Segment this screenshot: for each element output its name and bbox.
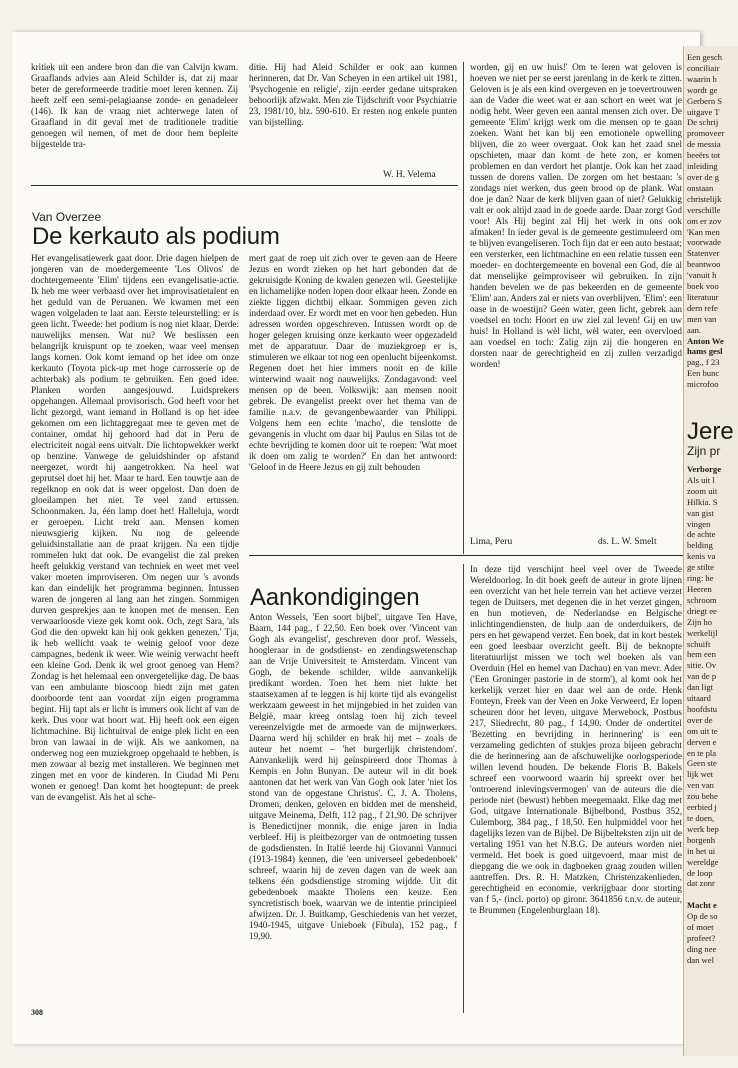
article-title: De kerkauto als podium: [32, 223, 280, 250]
adjacent-subheading: Zijn pr: [687, 444, 721, 458]
adjacent-page: [683, 46, 738, 1056]
column-divider: [463, 62, 464, 554]
adjacent-heading: Jere: [687, 418, 734, 445]
magazine-page: [12, 32, 700, 1044]
article-author: Van Overzee: [32, 210, 102, 224]
top-column-1: kritiek uit een andere bron dan die van Calvijn kwam. Graaflands advies aan Aleid Schilder is, dat zij maar beter de gereformeerde traditie moet leren kennen. Zij heeft zelf een semi-pelagiaanse zonde- en genadeleer (146). Ik kan de vraag niet achterwege laten of Graafland in dit geval met de traditionele traditie genoegen wil nemen, of met de door hem bepleite bijgestelde tra-: [31, 62, 238, 149]
page-number: 308: [31, 1008, 43, 1017]
top-signature: W. H. Velema: [383, 170, 436, 180]
article-column-1: Het evangelisatiewerk gaat door. Drie dagen hielpen de jongeren van de moedergemeente 'Los Olivos' de dochtergemeente 'Elim' tijdens een evangelisatie-actie. Ik heb me weer verbaasd over het improvisatietalent en het geduld van de Peruanen. We kwamen met een wagen volgeladen te laat aan. Eerste teleurstelling: er is geen licht. Tweede: het podium is nog niet klaar. Derde: nauwelijks mensen. Wat nu? We beslissen een belangrijk kruispunt op te zoeken, waar veel mensen langs komen. Ook komt iemand op het idee om onze kerkauto (Toyota pick-up met hoge carrosserie op de achterbak) als podium te gebruiken. Een goed idee. Planken worden aangesjouwd. Luidsprekers opgehangen. Allemaal provisorisch. God heeft voor het licht gezorgd, want iemand in Holland is op het idee gekomen om een lichtaggregaat mee te geven met de container, omdat hij gehoord had dat in Peru de electriciteit nogal eens uitvalt. Die lichtopwekker werkt op benzine. Vanwege de geluidshinder op afstand neergezet, wordt hij aangetrokken. Na heel wat geprutsel doet hij het. Maar te hard. Een touwtje aan de regelknop en ook dat is weer opgelost. Dan doen de gloeilampen het niet. Te veel zand ertussen. Schoonmaken. Ja, één lamp doet het! Halleluja, wordt er geroepen. Licht trekt aan. Mensen komen nieuwsgierig kijken. Nu nog de geleende geluidsinstallatie aan de praat krijgen. Na een tijdje rommelen lukt dat ook. De evangelist die zal preken heeft gelukkig verstand van techniek en weet met veel vaker moeten improviseren. Om negen uur 's avonds kan dan eindelijk het programma beginnen. Intussen waren de jongeren al lang aan het zingen. Sommigen durven gesprekjes aan te knopen met de mensen. Een verwaarloosde vieze gek komt ook. Och, zegt Sara, 'als God die den opwekt kan hij ook gekken genezen.' Tja, ik heb wellicht vaak te weinig geloof voor deze campagnes, bedenk ik weer. Wie weinig verwacht heeft een kleine God. Denk ik wel groot genoeg van Hem? Zondag is het helemaal een onvergetelijke dag. De baas van een ambulante bioscoop biedt zijn met gaten doorboorde tent aan voordat zijn eigen programma begint. Hij tapt als er licht is immers ook licht af van de kerk. Dus voor wat hoort wat. Hij heeft ook een eigen lichtmachine. Bij lichtuitval de enige plek licht en een bron van lawaai in de wijk. Als we aankomen, na onderweg nog een muziekgroep opgehaald te hebben, is men zowaar al bezig met installeren. We beginnen met zingen met en voor de kinderen. In Ciudad Mi Peru wonen er genoeg! Dan komt het hoogtepunt: de preek van de evangelist. Als het al sche-: [31, 253, 239, 802]
announcements-column-2: In deze tijd verschijnt heel veel over de Tweede Wereldoorlog. In dit boek geeft de auteur in grote lijnen een overzicht van het hele terrein van het actieve verzet tegen de Duitsers, met degenen die in het verzet gingen, en hun motieven, de Nederlandse en Belgische inlichtingendiensten, de hulp aan de onderduikers, de pers en het gewapend verzet. Een boek, dat in kort bestek een goed leesbaar overzicht geeft. Bij de beknopte literatuurlijst missen we toch wel boeken als van Overduin (Hel en hemel van Dachau) en van mevr. Ader ('Een Groninger pastorie in de storm'), al komt ook het kerkelijk verzet hier en daar wel aan de orde. Henk Fonteyn, Freek van der Veen en Joke Verweerd, Er lopen scheuren door het leven, uitgave Merwebock, Postbus 217, Sliedrecht, 80 pag., f 14,90. Onder de ondertitel 'Bezetting en bevrijding in herinnering' is een verzameling gedichten of stukjes proza bijeen gebracht die de herinnering aan de afschuwelijke oorlogsperiode willen levend houden. De bekende Floris B. Bakels schreef een voorwoord waarin hij spreekt over het 'ontroerend inlevingsvermogen' van de auteurs die die periode niet (bewust) hebben meegemaakt. Elke dag met God, uitgave Internationale Bijbelbond, Postbus 352, Culemborg, 384 pag., f 18,50. Een hulpmiddel voor het dagelijks lezen van de Bijbel. De Bijbelteksten zijn uit de vertaling 1951 van het N.B.G. De auteurs worden niet vermeld. Het boek is goed uitgevoerd, maar mist de diepgang die we ook in dagboeken graag zouden willen aantreffen. Drs. R. H. Matzken, Christenzakenlieden, gerechtigheid en economie, verkrijgbaar door storting van f 5,- (incl. porto) op gironr. 3641856 t.n.v. de auteur, te Brummen (Engelenburglaan 18).: [470, 564, 682, 915]
top-column-2: ditie. Hij had Aleid Schilder er ook aan kunnen herinneren, dat Dr. Van Scheyen in een artikel uit 1981, 'Psychogenie en religie', zijn eerder gedane uitspraken behoorlijk afzwakt. Men zie Tijdschrift voor Psychiatrie 23, 1981/10, blz. 590-610. Er resten nog enkele punten van bijstelling.: [249, 62, 457, 127]
article-signature: ds. L. W. Smelt: [598, 537, 657, 547]
top-divider: [31, 185, 458, 186]
article-column-2: mert gaat de roep uit zich over te geven aan de Heere Jezus en wordt zieken op het hart gebonden dat de gekruisigde Koning de kwalen genezen wil. Geestelijke en lichamelijke noden lopen door elkaar heen. Zonde en ziekte liggen dichtbij elkaar. Sommigen geven zich inderdaad over. Er wordt met en voor hen gebeden. Hun adressen worden opgeschreven. Intussen wordt op de hoger gelegen kruising onze kerkauto weer opgezadeld met de apparatuur. Daar de muziekgroep er is, stimuleren we elkaar tot nog een openlucht bijeenkomst. Regenen doet het hier immers nooit en de kille winterwind waait nog nauwelijks. Zondagavond: veel mensen op de been. Volkswijk: aan mensen nooit gebrek. De evangelist preekt over het thema van de familie n.a.v. de gevangenbewaarder van Philippi. Volgens hem een echte 'macho', die tenslotte de gevangenis in vlucht om daar bij Paulus en Silas tot de echte bevrijding te komen door uit te roepen: 'Wat moet ik doen om zalig te worden?' En dan het antwoord: 'Geloof in de Heere Jezus en gij zult behouden: [249, 253, 457, 472]
article-column-3: worden, gij en uw huis!' Om te leren wat geloven is hoeven we niet per se eerst jarenlang in de kerk te zitten. Geloven is je als een kind overgeven en je toevertrouwen aan de Vader die weet wat er aan schort en weet wat je nodig hebt. Weer geven een aantal mensen zich over. De gemeente 'Elim' krijgt werk om die mensen op te gaan zoeken. Want het kan bij een emotionele opwelling blijven, die zo weer overgaat. Ook kan het zaad snel opschieten, maar dan komt de hete zon, er komen problemen en dan verdort het plantje. Ook kan het zaad tussen de dorens vallen. De zorgen om het bestaan: 's zondags niet werken, dus geen brood op de plank. Wat doe je dan? Naar de kerk blijven gaan of niet? Gelukkig valt er ook altijd zaad in de goede aarde. Daar zorgt God voor! Als Hij begint zal Hij het werk in ons ook afmaken! In ieder geval is de gemeente gestimuleerd om te blijven evangeliseren. Toch fijn dat er een auto bestaat; een versterker, een lichtmachine en een relatie tussen een moeder- en dochtergemeente en bovenal een God, die al dat menselijke geïmproviseer wil gebruiken. In zijn handen bevelen we de pas bekeerden en de gemeente 'Elim' aan. Anders zal er niets van overblijven. 'Elim': een oase in de woestijn? Geen water, geen licht, gebrek aan voedsel en toch: Hoort en uw ziel zal leven! Gij en uw huis! In Holland is wèl licht, wèl water, een overvloed aan voedsel en toch: Zalig zijn zij die hongeren en dorsten naar de gerechtigheid en zij zullen verzadigd worden!: [470, 62, 682, 369]
section-divider: [249, 555, 684, 556]
announcements-column-1: Anton Wessels, 'Een soort bijbel', uitgave Ten Have, Baarn, 144 pag., f 22,50. Een boek over 'Vincent van Gogh als evangelist', geschreven door prof. Wessels, hoogleraar in de godsdienst- en zendingswetenschap aan de Vrije Universiteit te Amsterdam. Vincent van Gogh, de bekende schilder, wilde aanvankelijk predikant worden. Toen het hem niet lukte het staatsexamen af te leggen is hij korte tijd als evangelist werkzaam geweest in het mijngebied in het zuiden van België, maar kreeg ontslag toen hij zich teveel vereenzelvigde met de armoede van de mijnwerkers. Daarna werd hij schilder en brak hij met – zoals de auteur het noemt – 'het burgerlijk christendom'. Aanvankelijk werd hij geïnspireerd door Thomas à Kempis en John Bunyan. De auteur wil in dit boek aantonen dat het werk van Van Gogh ook later 'niet los stond van de opgestane Christus'. C. J. A. Tholens, Dromen, denken, geloven en bidden met de mensheid, uitgave Meinema, Delft, 112 pag., f 21,90. De schrijver is Benedictijner monnik, die enige jaren in India verbleef. Hij is pleitbezorger van de ontmoeting tussen de godsdiensten. In Italië leerde hij Giovanni Vannuci (1913-1984) kennen, die 'een universeel gebedenboek' schreef, waarin hij de zeven dagen van de week aan telkens één godsdienstige stroming wijdde. Uit dit gebedenboek maakte Tholens een keuze. Een syncretistisch boek, waarvan we de intentie principieel afwijzen. Dr. J. Buitkamp, Geschiedenis van het verzet, 1940-1945, uitgave Unieboek (Fibula), 152 pag., f 19,90.: [249, 612, 457, 941]
announcements-divider: [463, 564, 464, 1013]
announcements-title: Aankondigingen: [250, 584, 420, 611]
article-place: Lima, Peru: [470, 537, 513, 547]
adjacent-top-text: Een gesch conciliair waarin h wordt ge Gerbern S uitgave T De schrij promoveer de messia beeërs tot inleiding over de g onstaan christelijk verschille om er zov 'Kan men voorwade Statenver beantwoo 'vanuit h boek voo literatuur dern refe men van aan. Anton We hams gesl pag., f 23 Een bunc microfoo: [687, 52, 725, 390]
adjacent-bottom-text: Verborge Als uit l zoom uit Hilkia. S van gist vingen de achte belding kenis va ge stilte ring: he Heeren schroom driegt ee Zijn ho werkelijl schuift hem een sitie. Ov van de p dan ligt uitaard hoofdstu over de om uit te derven e en te pla Geen ste lijk wet ven van zou behe eerbied j te doen, werk bep borgenh in het ui wereldge de loop dat zonr Macht e Op de so of moet profeet? ding nee dan wel: [687, 464, 722, 965]
